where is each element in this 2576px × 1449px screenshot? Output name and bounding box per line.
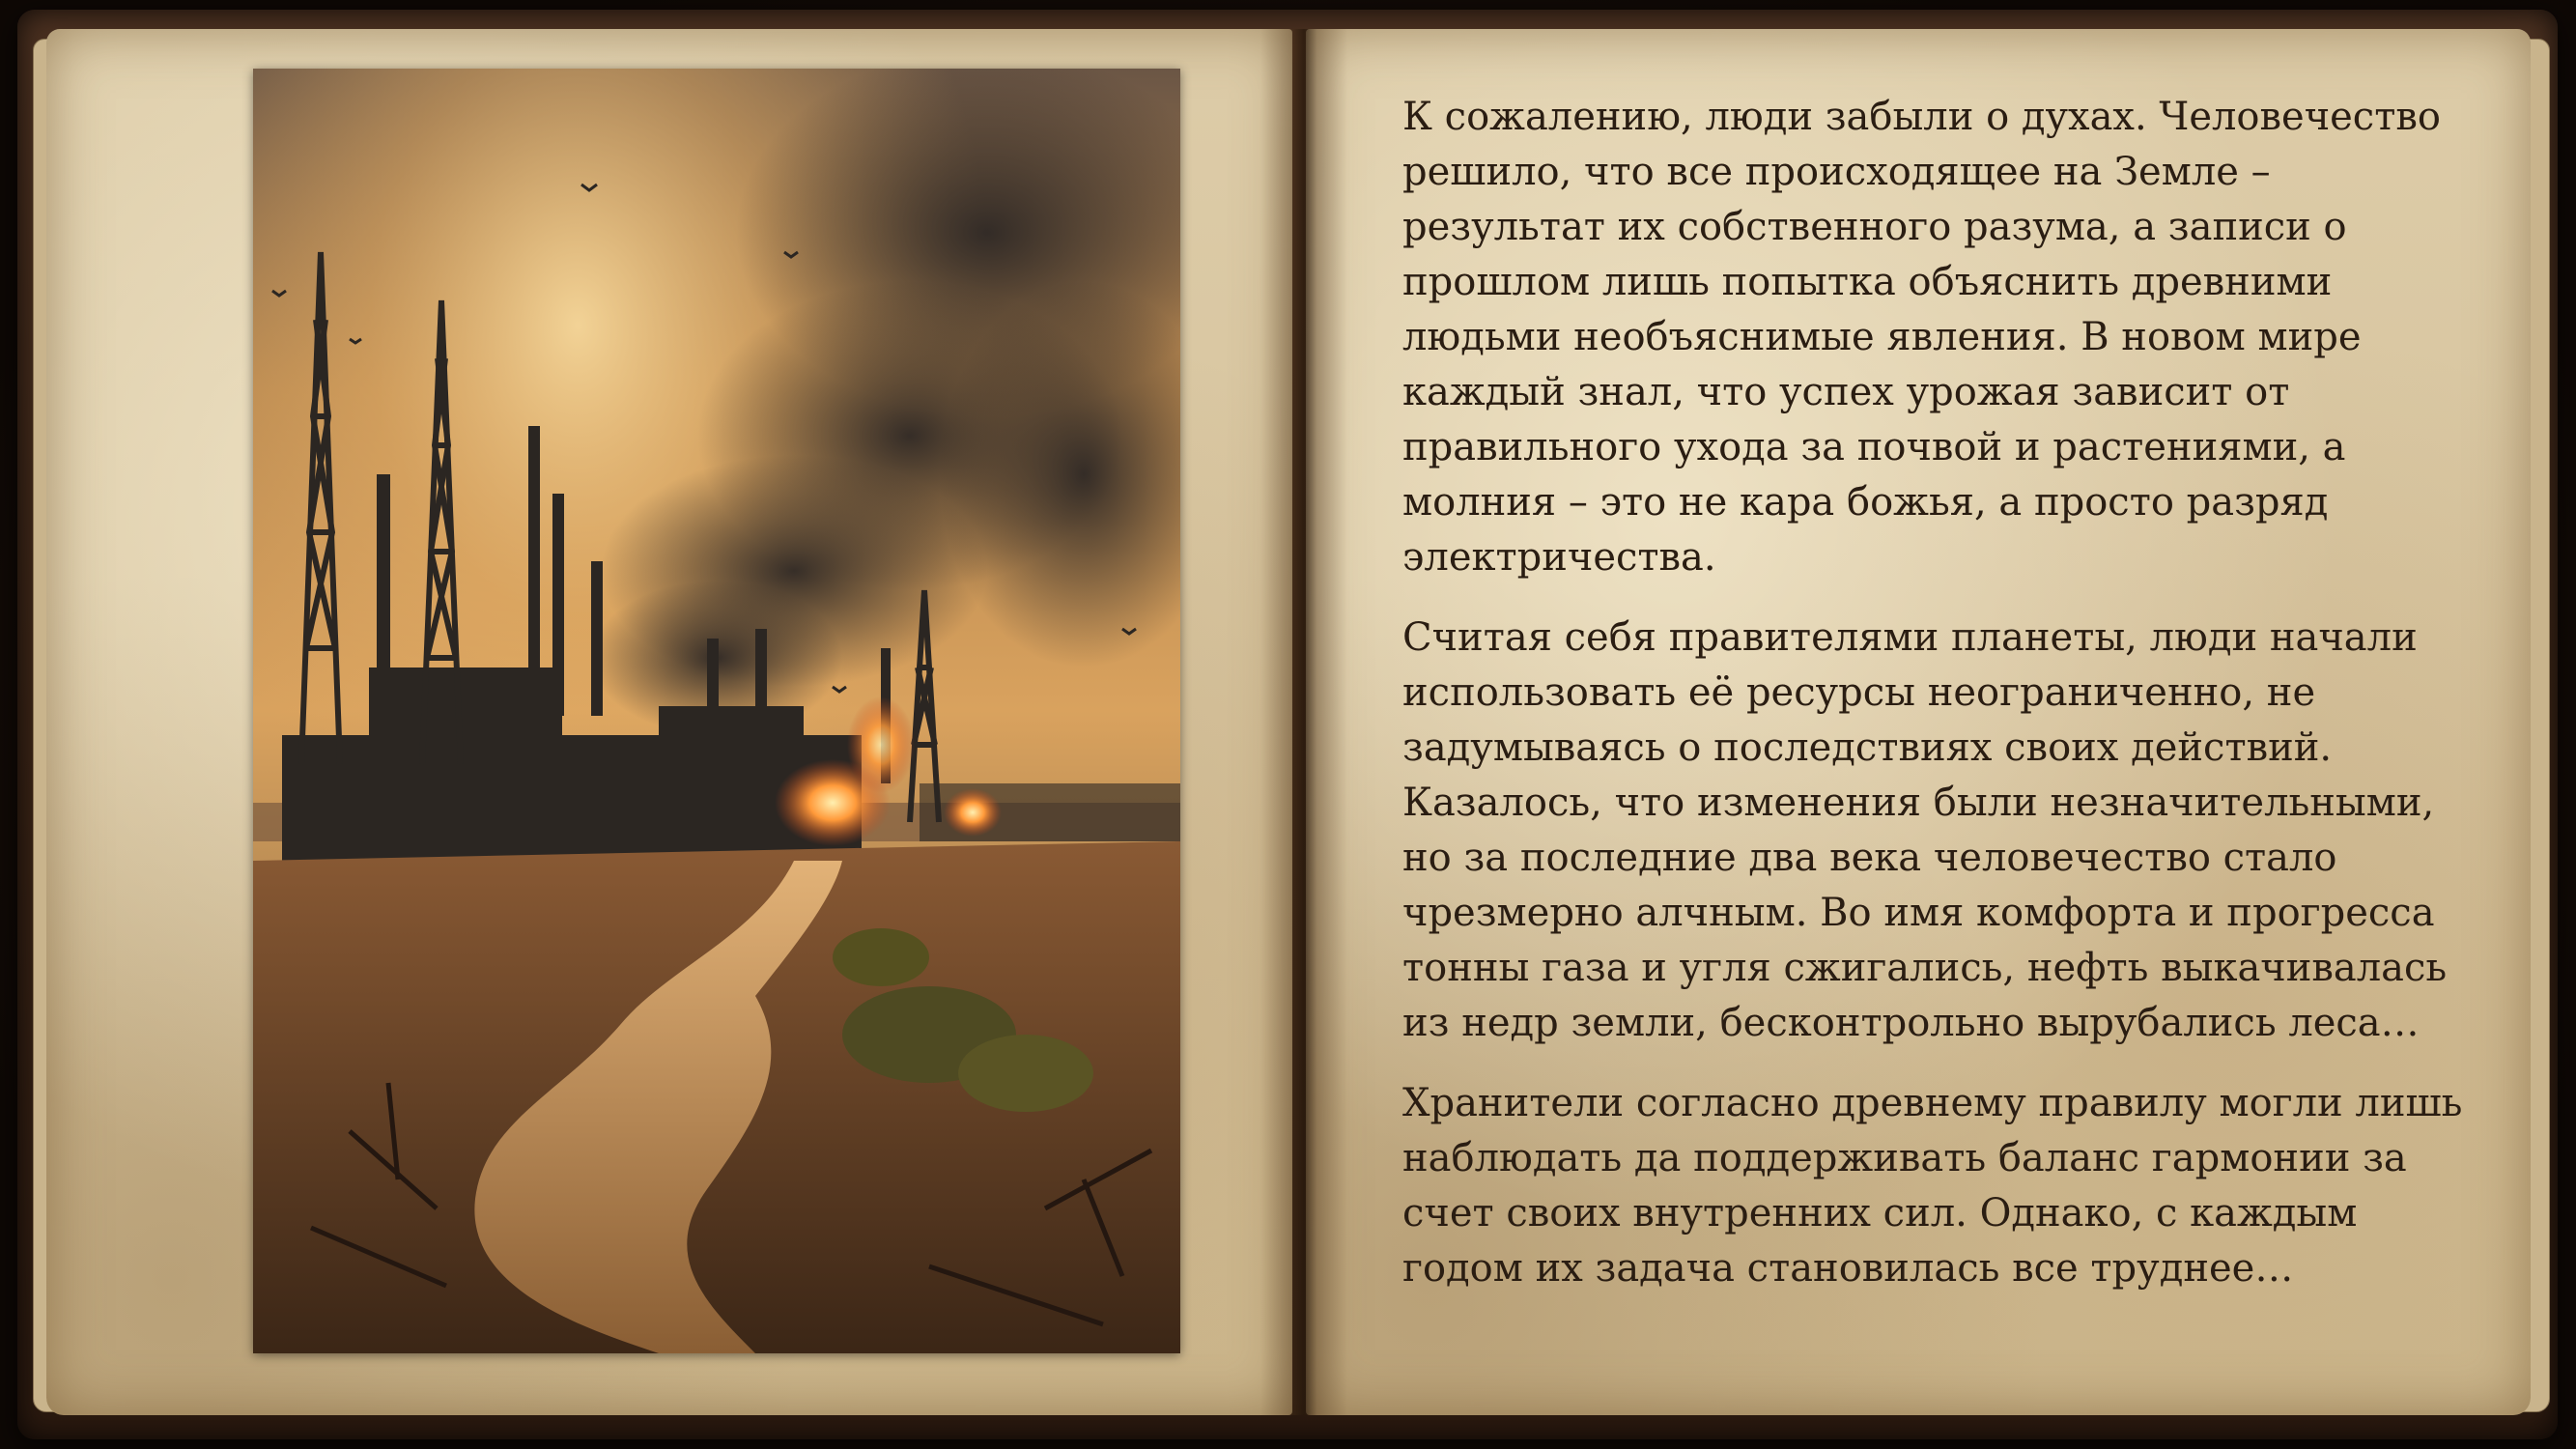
- story-paragraph-1: К сожалению, люди забыли о духах. Человечество решило, что все происходящее на Земле – результат их собственного разума, а записи о прошлом лишь попытка объяснить древними людьми необъяснимые явления. В новом мире каждый знал, что успех урожая зависит от правильного ухода за почвой и растениями, а молния – это не кара божья, а просто разряд электричества.: [1402, 95, 2441, 580]
- industrial-wasteland-illustration: [253, 69, 1180, 1353]
- story-paragraph-3: Хранители согласно древнему правилу могли лишь наблюдать да поддерживать баланс гармонии за счет своих внутренних сил. Однако, с каждым годом их задача становилась все труднее…: [1402, 1081, 2463, 1291]
- illustration-svg: [253, 69, 1180, 1353]
- story-text: [1402, 90, 2475, 1321]
- left-page: [46, 29, 1292, 1415]
- story-paragraph-2: Считая себя правителями планеты, люди начали использовать её ресурсы неограниченно, не задумываясь о последствиях своих действий. Казалось, что изменения были незначительными, но за последние два века человечество стало чрезмерно алчным. Во имя комфорта и прогресса тонны газа и угля сжигались, нефть выкачивалась из недр земли, бесконтрольно вырубались леса…: [1402, 615, 2448, 1045]
- right-page: [1306, 29, 2531, 1415]
- book-gutter: [1260, 29, 1347, 1415]
